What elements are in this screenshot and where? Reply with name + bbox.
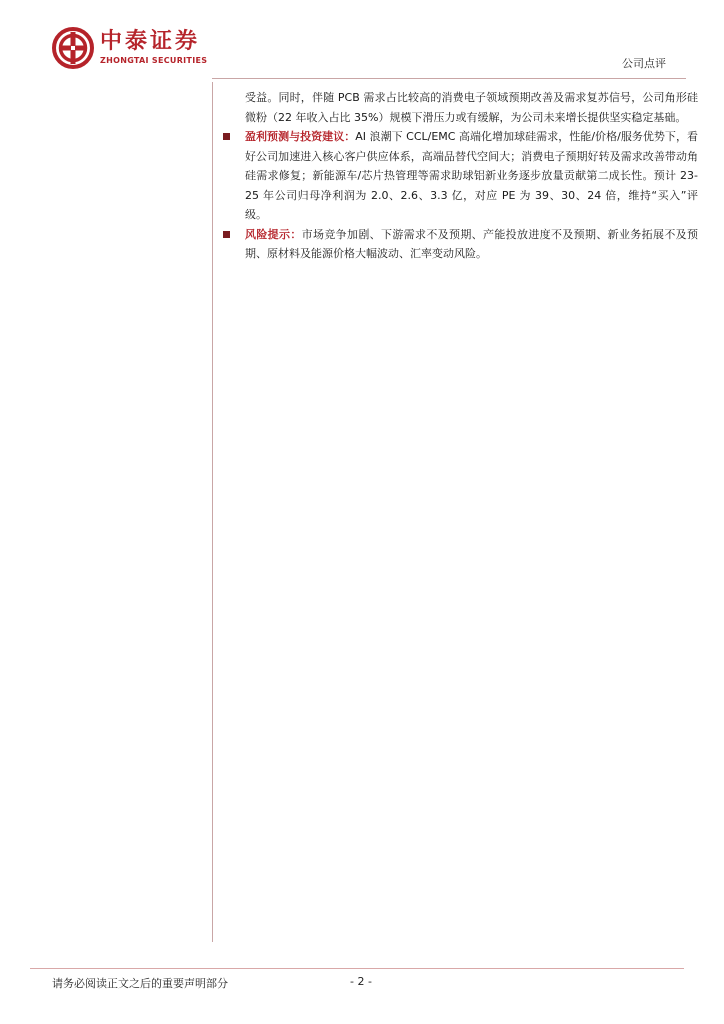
risk-warning-bullet <box>222 225 698 264</box>
risk-warning-text: 市场竞争加剧、下游需求不及预期、产能投放进度不及预期、新业务拓展不及预期、原材料及能源价格大幅波动、汇率变动风险。 <box>245 227 699 260</box>
investment-advice-text: AI 浪潮下 CCL/EMC 高端化增加球硅需求，性能/价格/服务优势下，看好公司加速进入核心客户供应体系，高端品替代空间大；消费电子预期好转及需求改善带动角硅需求修复；新能源车/芯片热管理等需求助球铝新业务逐步放量贡献第二成长性。预计 23-25 年公司归母净利润为 2.0、2.6、3.3 亿，对应 PE 为 39、30、24 倍，维持“买入”评级。 <box>245 130 698 221</box>
document-type-label: 公司点评 <box>622 57 666 70</box>
logo-chinese-name: 中泰证券 <box>100 29 201 54</box>
footer-disclaimer: 请务必阅读正文之后的重要声明部分 <box>52 977 228 990</box>
footer-divider <box>30 968 684 969</box>
continuation-paragraph: 受益。同时，伴随 PCB 需求占比较高的消费电子领域预期改善及需求复苏信号，公司角形硅微粉（22 年收入占比 35%）规模下滑压力或有缓解，为公司未来增长提供坚实稳定基础。 <box>245 91 698 124</box>
risk-warning-heading: 风险提示： <box>245 227 302 241</box>
square-bullet-icon <box>223 231 230 238</box>
zhongtai-coin-logo-icon <box>52 27 94 69</box>
company-logo <box>52 27 207 69</box>
left-margin-divider <box>212 82 213 942</box>
square-bullet-icon <box>223 133 230 140</box>
header-divider <box>212 78 686 79</box>
report-body <box>222 88 698 264</box>
investment-advice-bullet <box>222 127 698 225</box>
logo-wordmark <box>100 30 207 66</box>
investment-advice-heading: 盈利预测与投资建议： <box>245 130 356 143</box>
logo-english-name: ZHONGTAI SECURITIES <box>100 56 208 65</box>
page-number: - 2 - <box>350 975 372 988</box>
